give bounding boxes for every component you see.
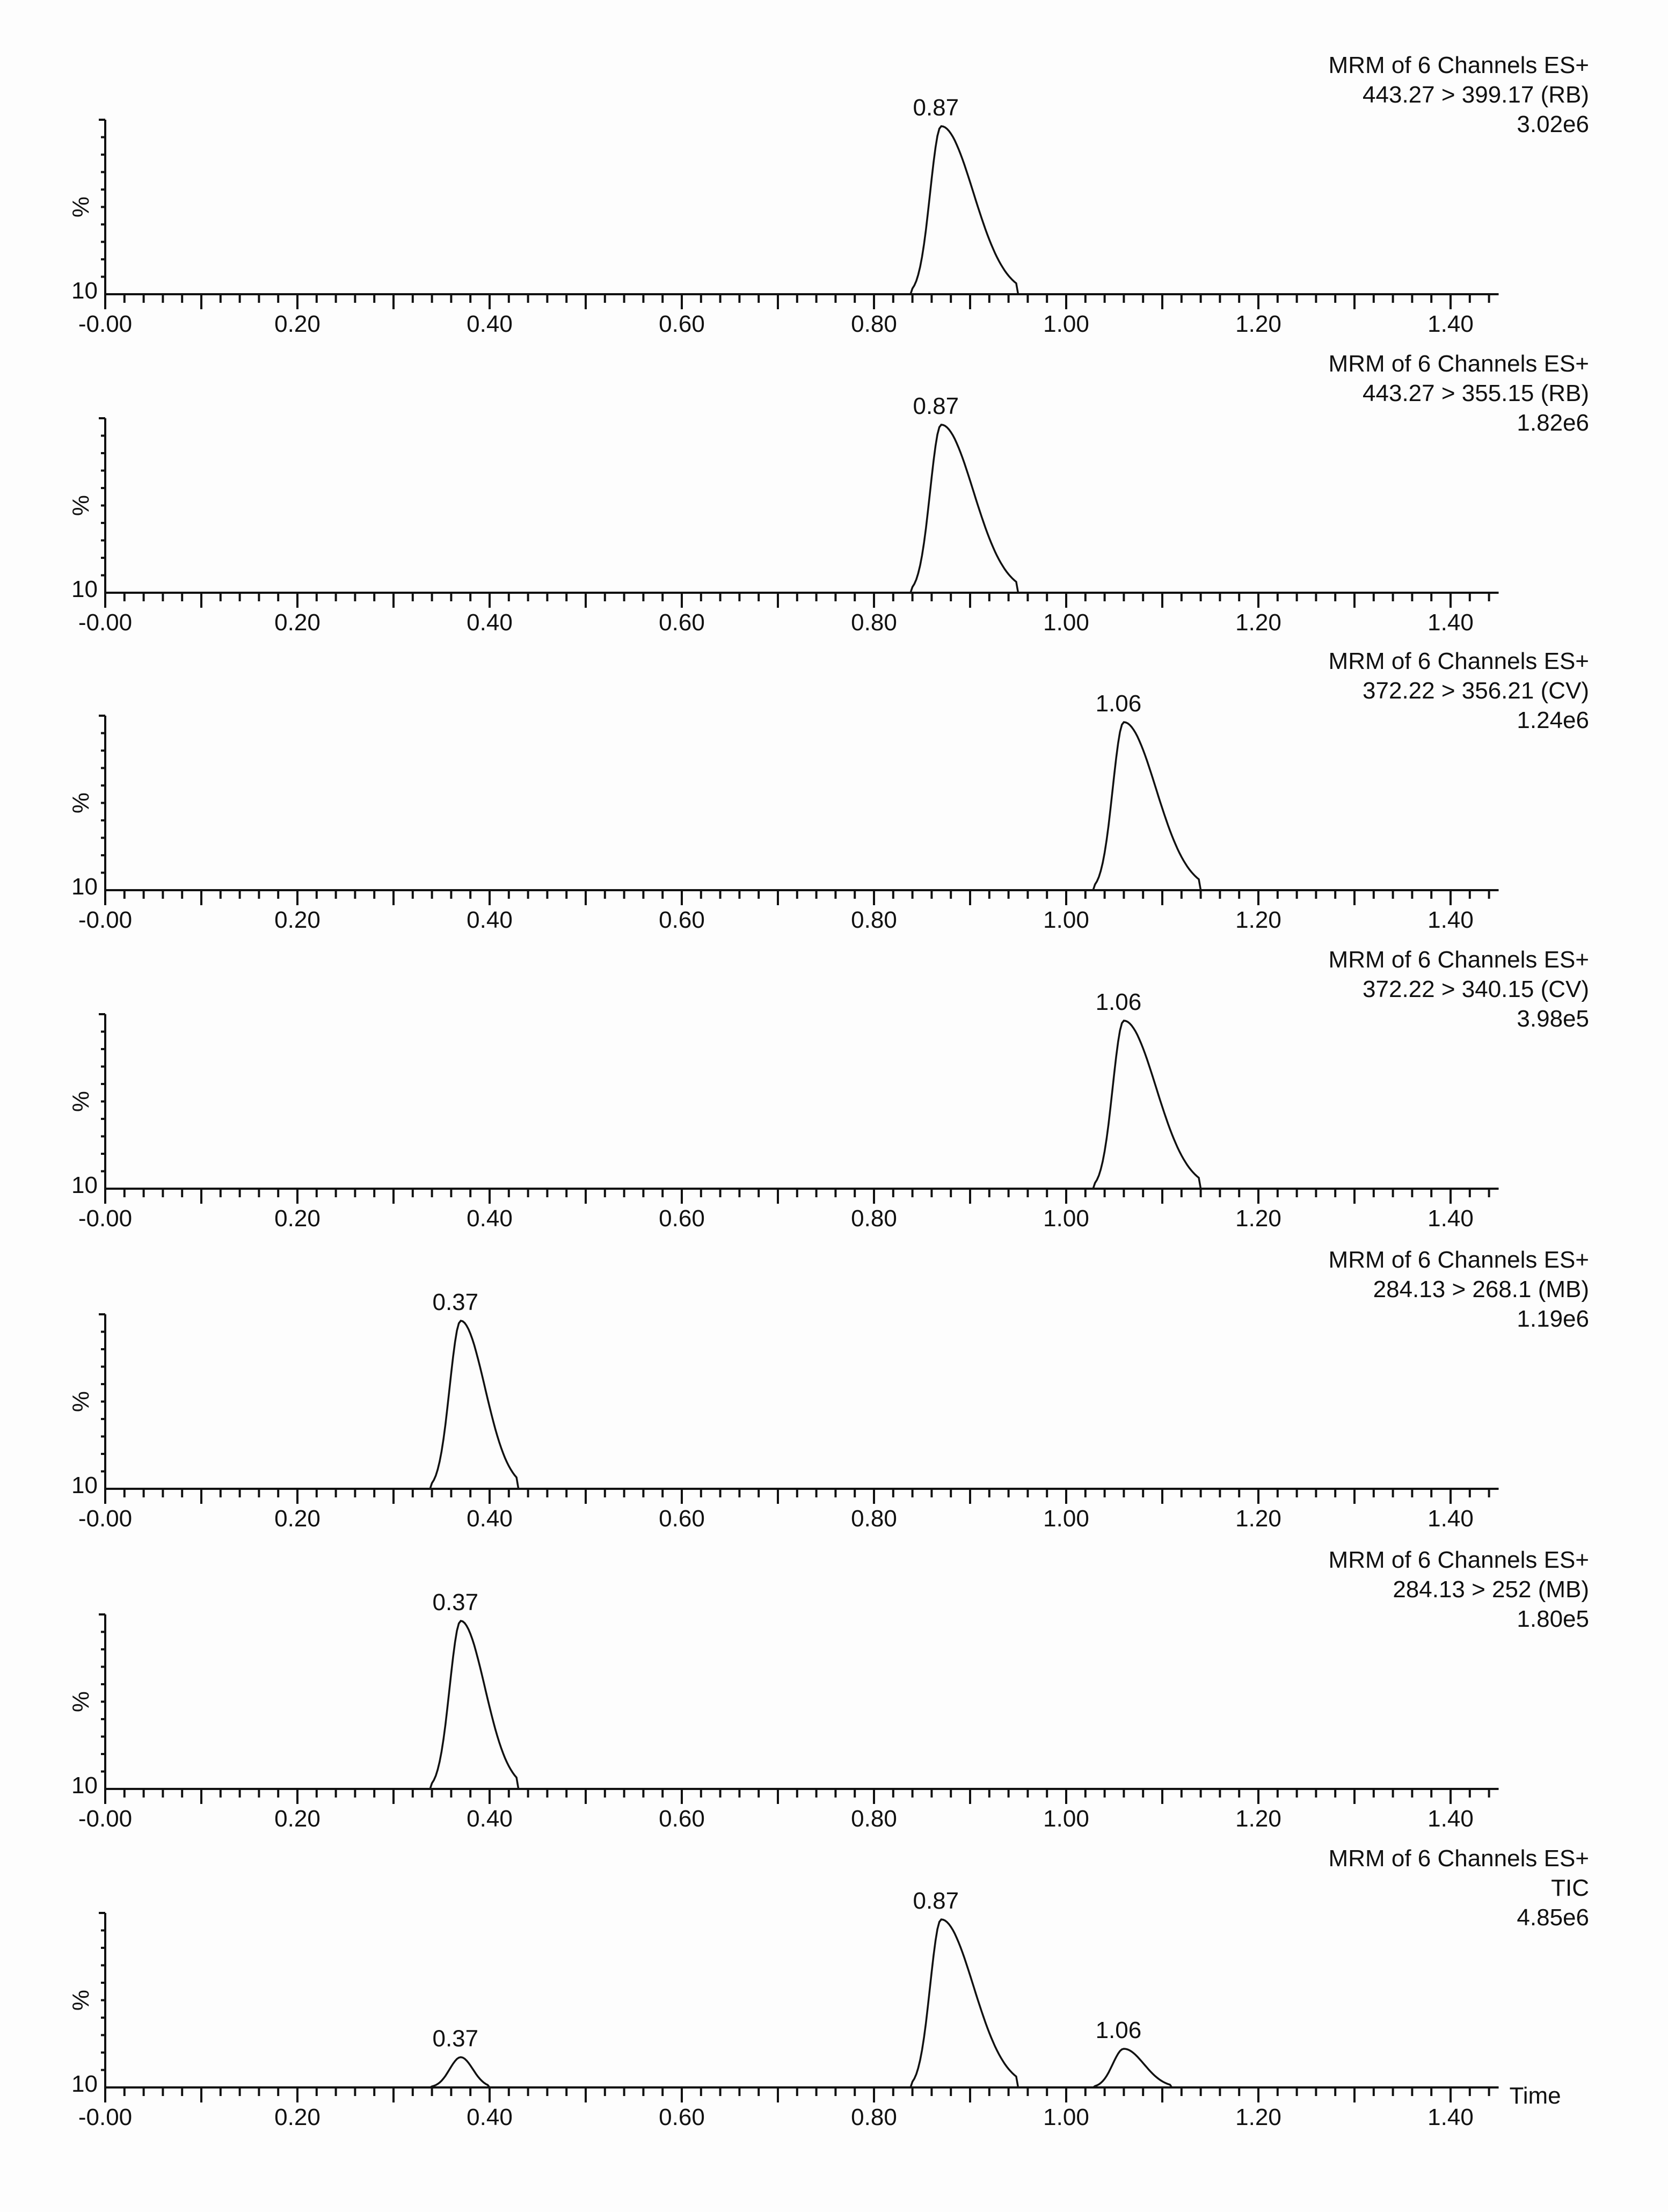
y-base-label: 10	[71, 874, 98, 900]
x-axis-label: Time	[1509, 2083, 1561, 2109]
x-tick-label: 0.40	[467, 1806, 513, 1832]
x-tick-label: 1.00	[1043, 609, 1089, 636]
x-tick-label: 0.60	[659, 1205, 705, 1232]
x-tick-label: 1.00	[1043, 1205, 1089, 1232]
x-tick-label: 1.20	[1235, 907, 1281, 933]
y-axis-label: %	[68, 1391, 94, 1413]
channel-name: 284.13 > 268.1 (MB)	[1373, 1276, 1589, 1303]
x-tick-label: 1.20	[1235, 2104, 1281, 2130]
channel-name: 284.13 > 252 (MB)	[1393, 1576, 1589, 1603]
y-axis-label: %	[68, 792, 94, 814]
x-tick-label: 0.20	[274, 609, 321, 636]
y-axis-label: %	[68, 494, 94, 516]
x-tick-label: 1.00	[1043, 2104, 1089, 2130]
x-tick-label: 0.40	[467, 609, 513, 636]
chromatogram-trace	[105, 722, 1499, 890]
peak-label: 0.37	[432, 1589, 479, 1616]
peak-label: 0.87	[913, 393, 959, 419]
x-tick-label: 0.80	[851, 2104, 897, 2130]
chromatogram-panel	[68, 52, 1589, 337]
y-base-label: 10	[71, 1172, 98, 1198]
x-tick-label: 1.20	[1235, 1505, 1281, 1532]
channel-header: MRM of 6 Channels ES+	[1328, 52, 1589, 78]
peak-label: 0.87	[913, 1888, 959, 1914]
x-tick-label: 0.20	[274, 1505, 321, 1532]
channel-name: TIC	[1551, 1875, 1589, 1901]
x-tick-label: 0.40	[467, 1505, 513, 1532]
chromatogram-trace	[105, 1621, 1499, 1789]
peak-label: 1.06	[1095, 690, 1142, 717]
intensity-label: 1.19e6	[1517, 1306, 1589, 1332]
x-tick-label: -0.00	[78, 1205, 133, 1232]
y-base-label: 10	[71, 1472, 98, 1498]
x-tick-label: 0.20	[274, 1205, 321, 1232]
channel-header: MRM of 6 Channels ES+	[1328, 1547, 1589, 1573]
x-tick-label: 1.40	[1427, 2104, 1474, 2130]
x-tick-label: 0.60	[659, 2104, 705, 2130]
y-axis-label: %	[68, 1989, 94, 2011]
x-tick-label: 0.40	[467, 311, 513, 337]
x-tick-label: 0.80	[851, 907, 897, 933]
channel-name: 372.22 > 356.21 (CV)	[1363, 678, 1589, 704]
channel-name: 372.22 > 340.15 (CV)	[1363, 976, 1589, 1002]
y-base-label: 10	[71, 2071, 98, 2097]
x-tick-label: -0.00	[78, 609, 133, 636]
chromatogram-panel	[68, 1845, 1589, 2130]
x-tick-label: 1.40	[1427, 1505, 1474, 1532]
intensity-label: 1.80e5	[1517, 1606, 1589, 1632]
x-tick-label: 0.20	[274, 2104, 321, 2130]
x-tick-label: 0.60	[659, 1806, 705, 1832]
intensity-label: 3.98e5	[1517, 1006, 1589, 1032]
x-tick-label: 1.00	[1043, 1505, 1089, 1532]
x-tick-label: 1.20	[1235, 311, 1281, 337]
x-tick-label: 0.60	[659, 311, 705, 337]
y-axis-label: %	[68, 1691, 94, 1713]
x-tick-label: 1.40	[1427, 907, 1474, 933]
y-base-label: 10	[71, 576, 98, 602]
chromatogram-trace	[105, 1321, 1499, 1489]
x-tick-label: -0.00	[78, 1806, 133, 1832]
chromatogram-trace	[105, 126, 1499, 294]
intensity-label: 3.02e6	[1517, 111, 1589, 137]
x-tick-label: 0.40	[467, 2104, 513, 2130]
x-tick-label: -0.00	[78, 907, 133, 933]
x-tick-label: 1.00	[1043, 1806, 1089, 1832]
intensity-label: 1.24e6	[1517, 707, 1589, 733]
peak-label: 1.06	[1095, 2017, 1142, 2044]
x-tick-label: 0.80	[851, 1806, 897, 1832]
y-base-label: 10	[71, 278, 98, 304]
x-tick-label: 1.40	[1427, 1806, 1474, 1832]
peak-label: 0.37	[432, 1289, 479, 1315]
intensity-label: 4.85e6	[1517, 1904, 1589, 1931]
channel-name: 443.27 > 355.15 (RB)	[1363, 380, 1589, 406]
channel-name: 443.27 > 399.17 (RB)	[1363, 82, 1589, 108]
x-tick-label: 0.40	[467, 907, 513, 933]
x-tick-label: 0.80	[851, 1205, 897, 1232]
x-tick-label: 0.20	[274, 311, 321, 337]
y-axis-label: %	[68, 196, 94, 218]
x-tick-label: 0.20	[274, 1806, 321, 1832]
x-tick-label: -0.00	[78, 311, 133, 337]
channel-header: MRM of 6 Channels ES+	[1328, 947, 1589, 973]
channel-header: MRM of 6 Channels ES+	[1328, 1247, 1589, 1273]
x-tick-label: 1.40	[1427, 609, 1474, 636]
x-tick-label: 0.40	[467, 1205, 513, 1232]
chromatogram-trace	[105, 1021, 1499, 1189]
x-tick-label: 1.00	[1043, 311, 1089, 337]
chromatogram-panel	[68, 351, 1589, 636]
peak-label: 0.87	[913, 94, 959, 121]
x-tick-label: 1.20	[1235, 1806, 1281, 1832]
x-tick-label: 0.20	[274, 907, 321, 933]
chromatogram-panel	[68, 1547, 1589, 1832]
x-tick-label: 0.80	[851, 311, 897, 337]
peak-label: 1.06	[1095, 989, 1142, 1015]
x-tick-label: 1.40	[1427, 1205, 1474, 1232]
x-tick-label: 1.40	[1427, 311, 1474, 337]
chromatogram-trace	[105, 425, 1499, 593]
x-tick-label: 0.60	[659, 609, 705, 636]
chromatogram-trace	[105, 1919, 1499, 2087]
chromatogram-panel	[68, 1247, 1589, 1532]
x-tick-label: -0.00	[78, 1505, 133, 1532]
y-axis-label: %	[68, 1090, 94, 1112]
channel-header: MRM of 6 Channels ES+	[1328, 1845, 1589, 1872]
channel-header: MRM of 6 Channels ES+	[1328, 351, 1589, 377]
x-tick-label: 0.80	[851, 1505, 897, 1532]
peak-label: 0.37	[432, 2025, 479, 2052]
x-tick-label: 0.60	[659, 907, 705, 933]
x-tick-label: 0.80	[851, 609, 897, 636]
x-tick-label: 1.20	[1235, 609, 1281, 636]
channel-header: MRM of 6 Channels ES+	[1328, 648, 1589, 674]
chromatogram-panel	[68, 648, 1589, 933]
x-tick-label: -0.00	[78, 2104, 133, 2130]
intensity-label: 1.82e6	[1517, 410, 1589, 436]
x-tick-label: 1.00	[1043, 907, 1089, 933]
x-tick-label: 0.60	[659, 1505, 705, 1532]
x-tick-label: 1.20	[1235, 1205, 1281, 1232]
y-base-label: 10	[71, 1772, 98, 1799]
chromatogram-panel	[68, 947, 1589, 1232]
